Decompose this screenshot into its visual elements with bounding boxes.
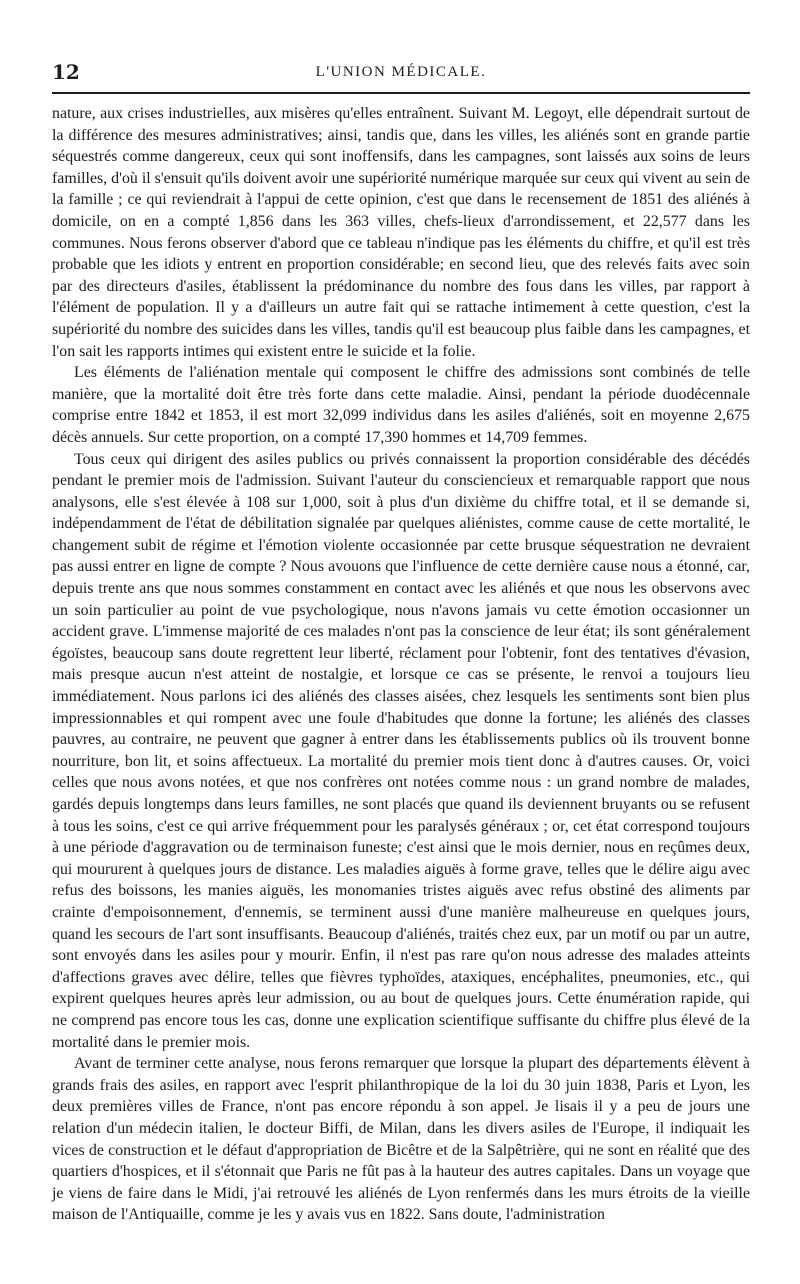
page-number: 12	[52, 60, 80, 84]
journal-title: L'UNION MÉDICALE.	[315, 64, 487, 80]
article-body	[52, 103, 750, 1226]
paragraph-first-month: Tous ceux qui dirigent des asiles publics ou privés connaissent la proportion considérable des décédés pendant le premier mois de l'admission. Suivant l'auteur du consciencieux et remarquable rapport que nous analysons, elle s'est élevée à 108 sur 1,000, soit à plus d'un dixième du chiffre total, et il se demande si, indépendamment de l'état de débilitation signalée par quelques aliénistes, comme cause de cette mortalité, le changement subit de régime et l'émotion violente occasionnée par cette brusque séquestration ne devraient pas aussi entrer en ligne de compte ? Nous avouons que l'influence de cette dernière cause nous a étonné, car, depuis trente ans que nous sommes constamment en contact avec les aliénés et que nous les observons avec un soin particulier au point de vue psychologique, nous n'avons jamais vu cette émotion occasionner un accident grave. L'immense majorité de ces malades n'ont pas la conscience de leur état; ils sont généralement égoïstes, beaucoup sans doute regrettent leur liberté, réclament pour l'obtenir, font des tentatives d'évasion, mais presque aucun n'est atteint de nostalgie, et lorsque ce cas se présente, le renvoi a toujours lieu immédiatement. Nous parlons ici des aliénés des classes aisées, chez lesquels les sentiments sont bien plus impressionnables et qui rompent avec une foule d'habitudes que donne la fortune; les aliénés des classes pauvres, au contraire, ne peuvent que gagner à entrer dans les établissements publics où ils trouvent bonne nourriture, bon lit, et soins affectueux. La mortalité du premier mois tient donc à d'autres causes. Or, voici celles que nous avons notées, et que nos confrères ont notées comme nous : un grand nombre de malades, gardés depuis longtemps dans leurs familles, ne sont placés que quand ils deviennent bruyants ou se refusent à tous les soins, c'est ce qui arrive fréquemment pour les paralysés généraux ; or, cet état correspond toujours à une période d'aggravation ou de terminaison funeste; c'est ainsi que le mois dernier, nous en reçûmes deux, qui moururent à quelques jours de distance. Les maladies aiguës à forme grave, telles que le délire aigu avec refus des boissons, les manies aiguës, les monomanies tristes aiguës avec refus obstiné des aliments par crainte d'empoisonnement, d'ennemis, se terminent aussi d'une manière malheureuse en quelques jours, quand les secours de l'art sont insuffisants. Beaucoup d'aliénés, traités chez eux, par un motif ou par un autre, sont envoyés dans les asiles pour y mourir. Enfin, il n'est pas rare qu'on nous adresse des malades atteints d'affections graves avec délire, telles que fièvres typhoïdes, ataxiques, encéphalites, pneumonies, etc., qui expirent quelques heures après leur admission, ou au bout de quelques jours. Cette énumération rapide, qui ne comprend pas encore tous les cas, donne une explication scientifique suffisante du chiffre plus élevé de la mortalité dans le premier mois.	[52, 450, 750, 1051]
page	[52, 56, 750, 1226]
paragraph-mortality: Les éléments de l'aliénation mentale qui composent le chiffre des admissions sont combinés de telle manière, que la mortalité doit être très forte dans cette maladie. Ainsi, pendant la période duodécennale comprise entre 1842 et 1853, il est mort 32,099 individus dans les asiles d'aliénés, soit en moyenne 2,675 décès annuels. Sur cette proportion, on a compté 17,390 hommes et 14,709 femmes.	[52, 364, 750, 446]
header-rule	[52, 92, 750, 94]
paragraph-conclusion: Avant de terminer cette analyse, nous ferons remarquer que lorsque la plupart des départements élèvent à grands frais des asiles, en rapport avec l'esprit philanthropique de la loi du 30 juin 1838, Paris et Lyon, les deux premières villes de France, n'ont pas encore répondu à son appel. Je lisais il y a peu de jours une relation d'un médecin italien, le docteur Biffi, de Milan, dans les divers asiles de l'Europe, il indiquait les vices de construction et le défaut d'appropriation de Bicêtre et de la Salpêtrière, qui ne sont en réalité que des quartiers d'hospices, et il s'étonnait que Paris ne fût pas à la hauteur des autres capitales. Dans un voyage que je viens de faire dans le Midi, j'ai retrouvé les aliénés de Lyon renfermés dans les murs étroits de la vieille maison de l'Antiquaille, comme je les y avais vus en 1822. Sans doute, l'administration	[52, 1055, 750, 1224]
running-head	[52, 56, 750, 86]
paragraph-continued: nature, aux crises industrielles, aux misères qu'elles entraînent. Suivant M. Legoyt, elle dépendrait surtout de la différence des mesures administratives; ainsi, tandis que, dans les villes, les aliénés sont en grande partie séquestrés comme dangereux, ceux qui sont inoffensifs, dans les campagnes, sont laissés aux soins de leurs familles, d'où il s'ensuit qu'ils doivent avoir une supériorité numérique marquée sur ceux qui vivent au sein de la famille ; ce qui reviendrait à l'appui de cette opinion, c'est que dans le recensement de 1851 des aliénés à domicile, on en a compté 1,856 dans les 363 villes, chefs-lieux d'arrondissement, et 22,577 dans les communes. Nous ferons observer d'abord que ce tableau n'indique pas les éléments du chiffre, et qu'il est très probable que les idiots y entrent en proportion considérable; en second lieu, que des relevés faits avec soin par des directeurs d'asiles, établissent la prédominance du nombre des fous dans les villes, par rapport à l'élément de population. Il y a d'ailleurs un autre fait qui se rattache intimement à cette question, c'est la supériorité du nombre des suicides dans les villes, tandis qu'il est beaucoup plus faible dans les campagnes, et l'on sait les rapports intimes qui existent entre le suicide et la folie.	[52, 105, 750, 360]
